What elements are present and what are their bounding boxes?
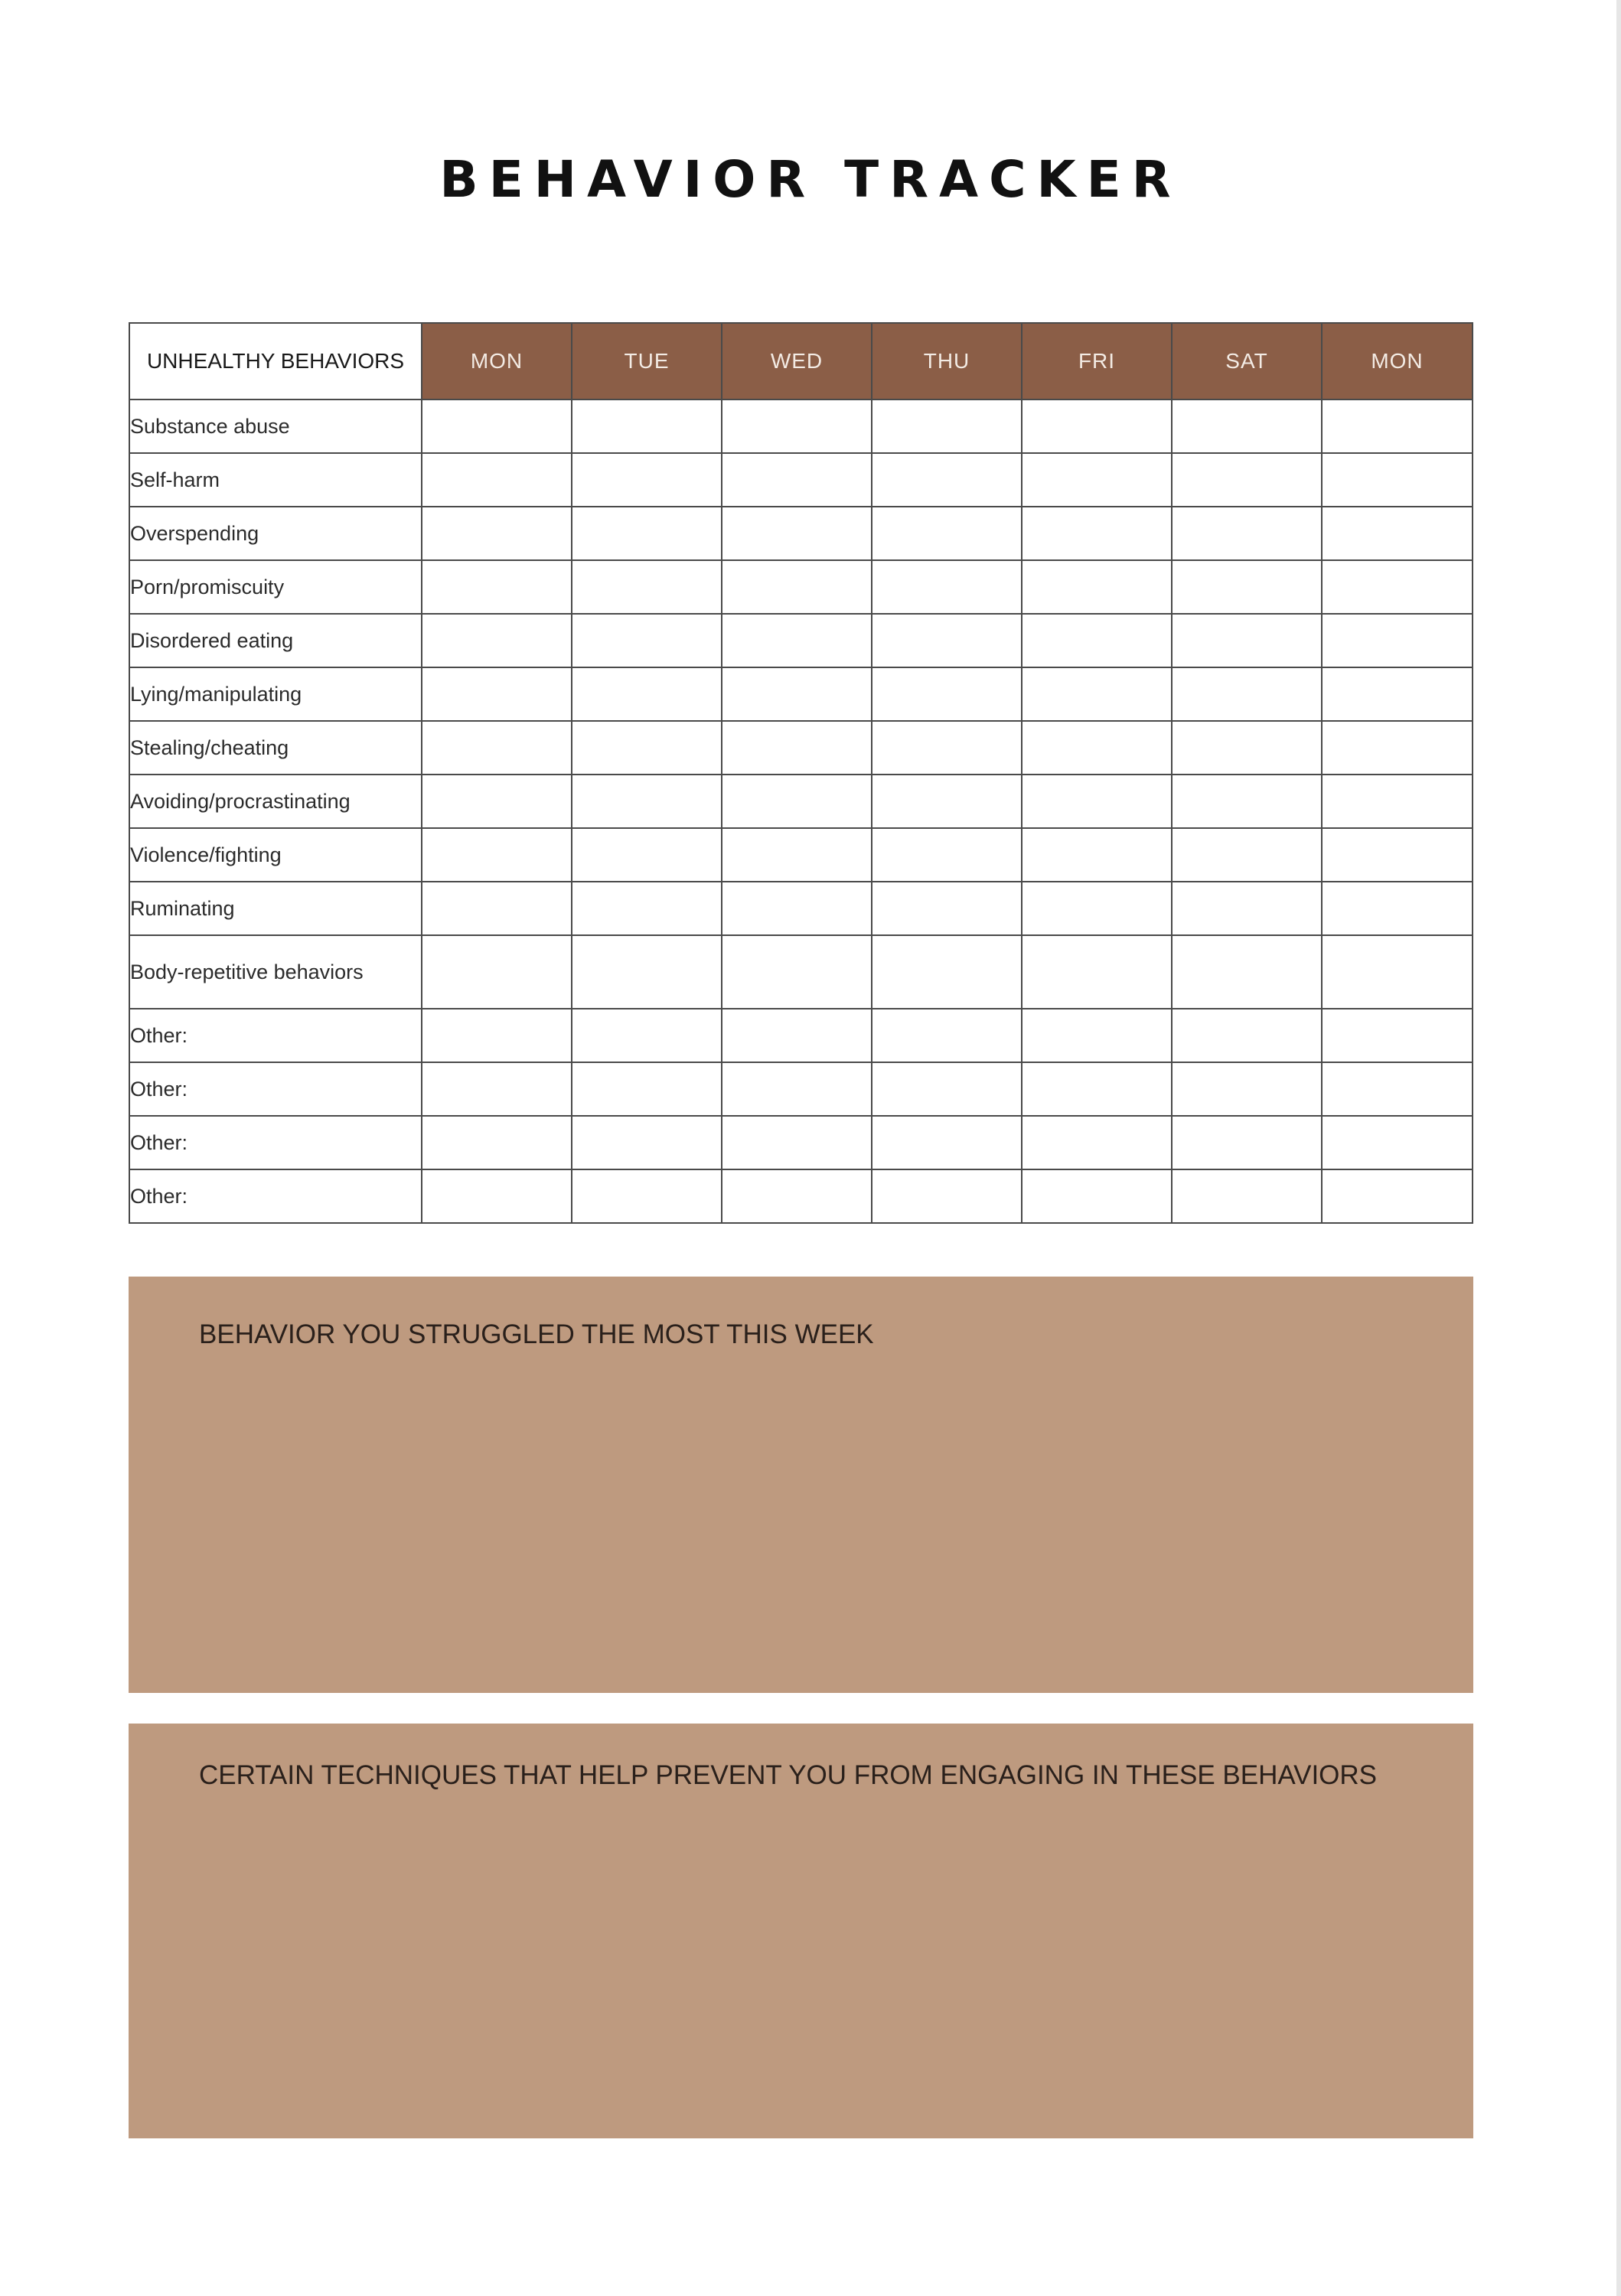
- tracking-cell[interactable]: [722, 614, 872, 667]
- tracking-cell[interactable]: [1172, 721, 1322, 775]
- tracking-cell[interactable]: [422, 935, 572, 1009]
- tracking-cell[interactable]: [872, 775, 1022, 828]
- table-row: [129, 935, 1473, 1009]
- tracking-cell[interactable]: [572, 560, 722, 614]
- behavior-table: [129, 322, 1473, 1224]
- tracking-cell[interactable]: [1022, 507, 1172, 560]
- tracking-cell[interactable]: [1022, 775, 1172, 828]
- tracking-cell[interactable]: [422, 453, 572, 507]
- table-row: [129, 1169, 1473, 1223]
- tracking-cell[interactable]: [1322, 1009, 1473, 1062]
- tracking-cell[interactable]: [1022, 721, 1172, 775]
- tracking-cell[interactable]: [572, 1009, 722, 1062]
- tracking-cell[interactable]: [572, 1169, 722, 1223]
- day-header-sat: SAT: [1172, 323, 1322, 400]
- tracking-cell[interactable]: [872, 667, 1022, 721]
- tracking-cell[interactable]: [872, 400, 1022, 453]
- tracking-cell[interactable]: [872, 721, 1022, 775]
- tracking-cell[interactable]: [572, 667, 722, 721]
- tracking-cell[interactable]: [1322, 882, 1473, 935]
- tracking-cell[interactable]: [1322, 453, 1473, 507]
- table-row: [129, 1062, 1473, 1116]
- tracking-cell[interactable]: [1022, 560, 1172, 614]
- tracking-cell[interactable]: [722, 882, 872, 935]
- tracking-cell[interactable]: [1322, 1062, 1473, 1116]
- behavior-label: Other:: [129, 1009, 422, 1062]
- table-row: [129, 614, 1473, 667]
- tracking-cell[interactable]: [1172, 1116, 1322, 1169]
- tracking-cell[interactable]: [422, 1009, 572, 1062]
- tracking-cell[interactable]: [572, 400, 722, 453]
- tracking-cell[interactable]: [1322, 935, 1473, 1009]
- table-row: [129, 721, 1473, 775]
- tracking-cell[interactable]: [1172, 1009, 1322, 1062]
- techniques-prompt: CERTAIN TECHNIQUES THAT HELP PREVENT YOU FROM ENGAGING IN THESE BEHAVIORS: [199, 1760, 1378, 1790]
- day-header-thu: THU: [872, 323, 1022, 400]
- behavior-label: Violence/fighting: [129, 828, 422, 882]
- tracking-cell[interactable]: [422, 721, 572, 775]
- tracking-cell[interactable]: [1172, 400, 1322, 453]
- tracking-cell[interactable]: [422, 1116, 572, 1169]
- tracking-cell[interactable]: [422, 560, 572, 614]
- tracking-cell[interactable]: [422, 667, 572, 721]
- behavior-label: Other:: [129, 1116, 422, 1169]
- tracking-cell[interactable]: [572, 507, 722, 560]
- tracking-cell[interactable]: [1022, 882, 1172, 935]
- table-row: [129, 453, 1473, 507]
- tracking-cell[interactable]: [1322, 507, 1473, 560]
- techniques-panel[interactable]: [129, 1724, 1473, 2138]
- day-header-wed: WED: [722, 323, 872, 400]
- tracking-cell[interactable]: [1022, 453, 1172, 507]
- tracking-cell[interactable]: [1172, 935, 1322, 1009]
- tracking-cell[interactable]: [872, 1116, 1022, 1169]
- tracking-cell[interactable]: [722, 828, 872, 882]
- tracking-cell[interactable]: [1022, 1009, 1172, 1062]
- tracking-cell[interactable]: [572, 721, 722, 775]
- tracking-cell[interactable]: [422, 1062, 572, 1116]
- struggle-prompt: BEHAVIOR YOU STRUGGLED THE MOST THIS WEEK: [199, 1319, 874, 1349]
- tracking-cell[interactable]: [422, 775, 572, 828]
- tracking-cell[interactable]: [722, 1169, 872, 1223]
- page-edge: [1616, 0, 1621, 2296]
- tracking-cell[interactable]: [572, 775, 722, 828]
- page-title: BEHAVIOR TRACKER: [439, 150, 1182, 209]
- tracking-cell[interactable]: [872, 1062, 1022, 1116]
- tracking-cell[interactable]: [1172, 775, 1322, 828]
- table-row: [129, 1009, 1473, 1062]
- behaviors-column-header: UNHEALTHY BEHAVIORS: [129, 323, 422, 400]
- tracking-cell[interactable]: [1322, 828, 1473, 882]
- tracking-cell[interactable]: [572, 614, 722, 667]
- day-header-mon: MON: [422, 323, 572, 400]
- tracking-cell[interactable]: [1322, 1169, 1473, 1223]
- tracking-cell[interactable]: [722, 775, 872, 828]
- table-row: [129, 400, 1473, 453]
- tracking-cell[interactable]: [872, 507, 1022, 560]
- tracking-cell[interactable]: [722, 1009, 872, 1062]
- tracking-cell[interactable]: [722, 507, 872, 560]
- tracking-cell[interactable]: [1022, 1169, 1172, 1223]
- tracking-cell[interactable]: [1322, 721, 1473, 775]
- tracking-cell[interactable]: [1172, 453, 1322, 507]
- tracking-cell[interactable]: [722, 721, 872, 775]
- behavior-label: Self-harm: [129, 453, 422, 507]
- behavior-label: Other:: [129, 1169, 422, 1223]
- table-row: [129, 507, 1473, 560]
- tracking-cell[interactable]: [872, 453, 1022, 507]
- behavior-label: Body-repetitive behaviors: [129, 935, 422, 1009]
- tracking-cell[interactable]: [722, 667, 872, 721]
- tracking-cell[interactable]: [1022, 1116, 1172, 1169]
- table-row: [129, 1116, 1473, 1169]
- behavior-label: Lying/manipulating: [129, 667, 422, 721]
- tracking-cell[interactable]: [572, 1062, 722, 1116]
- tracking-cell[interactable]: [1172, 667, 1322, 721]
- tracking-cell[interactable]: [1022, 1062, 1172, 1116]
- behavior-label: Other:: [129, 1062, 422, 1116]
- table-row: [129, 882, 1473, 935]
- tracking-cell[interactable]: [872, 560, 1022, 614]
- day-header-fri: FRI: [1022, 323, 1172, 400]
- tracking-cell[interactable]: [1172, 882, 1322, 935]
- behavior-label: Disordered eating: [129, 614, 422, 667]
- tracking-cell[interactable]: [1022, 828, 1172, 882]
- tracking-cell[interactable]: [422, 882, 572, 935]
- tracking-cell[interactable]: [872, 1009, 1022, 1062]
- tracking-cell[interactable]: [722, 400, 872, 453]
- tracking-cell[interactable]: [1322, 775, 1473, 828]
- struggle-panel[interactable]: [129, 1277, 1473, 1693]
- tracking-cell[interactable]: [572, 882, 722, 935]
- tracking-cell[interactable]: [722, 1062, 872, 1116]
- behavior-label: Stealing/cheating: [129, 721, 422, 775]
- tracking-cell[interactable]: [572, 453, 722, 507]
- tracking-cell[interactable]: [422, 400, 572, 453]
- day-header-mon-2: MON: [1322, 323, 1473, 400]
- behavior-label: Ruminating: [129, 882, 422, 935]
- tracking-cell[interactable]: [872, 1169, 1022, 1223]
- table-row: [129, 828, 1473, 882]
- tracking-cell[interactable]: [422, 828, 572, 882]
- tracking-cell[interactable]: [422, 614, 572, 667]
- tracking-cell[interactable]: [722, 560, 872, 614]
- tracking-cell[interactable]: [572, 935, 722, 1009]
- tracking-cell[interactable]: [1022, 935, 1172, 1009]
- tracking-cell[interactable]: [872, 935, 1022, 1009]
- tracking-cell[interactable]: [1022, 400, 1172, 453]
- tracking-cell[interactable]: [1322, 667, 1473, 721]
- table-header-row: [129, 323, 1473, 400]
- table-row: [129, 775, 1473, 828]
- tracking-cell[interactable]: [1172, 828, 1322, 882]
- behavior-label: Overspending: [129, 507, 422, 560]
- behavior-label: Porn/promiscuity: [129, 560, 422, 614]
- tracking-cell[interactable]: [1172, 1062, 1322, 1116]
- tracking-cell[interactable]: [572, 1116, 722, 1169]
- tracking-cell[interactable]: [1172, 614, 1322, 667]
- tracking-cell[interactable]: [1022, 667, 1172, 721]
- tracking-cell[interactable]: [1172, 1169, 1322, 1223]
- tracking-cell[interactable]: [872, 882, 1022, 935]
- table-row: [129, 667, 1473, 721]
- tracking-cell[interactable]: [1172, 507, 1322, 560]
- day-header-tue: TUE: [572, 323, 722, 400]
- tracking-cell[interactable]: [872, 614, 1022, 667]
- tracking-cell[interactable]: [722, 1116, 872, 1169]
- tracking-cell[interactable]: [722, 935, 872, 1009]
- tracking-cell[interactable]: [1322, 560, 1473, 614]
- tracking-cell[interactable]: [1322, 1116, 1473, 1169]
- tracking-cell[interactable]: [422, 1169, 572, 1223]
- tracking-cell[interactable]: [722, 453, 872, 507]
- tracking-cell[interactable]: [1022, 614, 1172, 667]
- table-row: [129, 560, 1473, 614]
- tracking-cell[interactable]: [1322, 614, 1473, 667]
- tracking-cell[interactable]: [872, 828, 1022, 882]
- behavior-label: Avoiding/procrastinating: [129, 775, 422, 828]
- tracking-cell[interactable]: [422, 507, 572, 560]
- tracking-cell[interactable]: [1172, 560, 1322, 614]
- behavior-label: Substance abuse: [129, 400, 422, 453]
- tracking-cell[interactable]: [1322, 400, 1473, 453]
- tracking-cell[interactable]: [572, 828, 722, 882]
